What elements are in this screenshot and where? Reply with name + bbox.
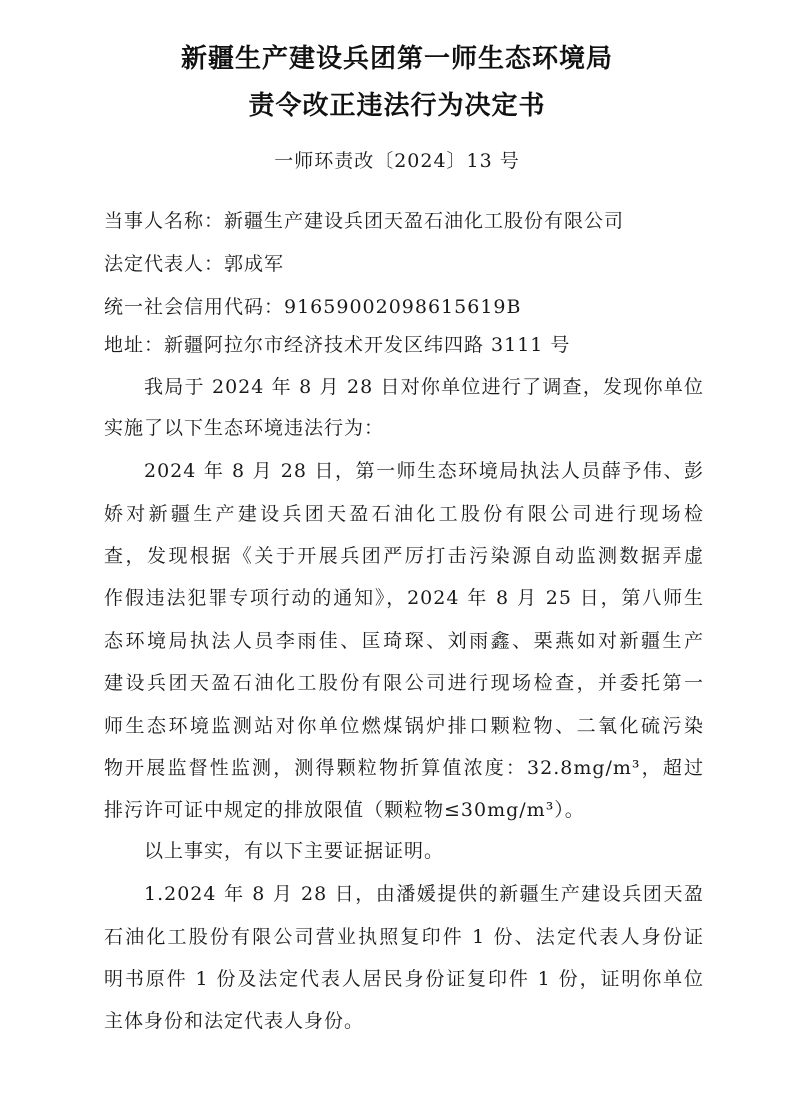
legal-representative: 法定代表人：郭成军 <box>104 253 285 275</box>
paragraph-line: 查，发现根据《关于开展兵团严厉打击污染源自动监测数据弄虚 <box>104 545 704 567</box>
document-number: 一师环责改〔2024〕13 号 <box>274 150 520 172</box>
paragraph-line: 2024 年 8 月 28 日，第一师生态环境局执法人员薛予伟、彭 <box>144 460 704 482</box>
paragraph-line: 以上事实，有以下主要证据证明。 <box>144 840 445 862</box>
paragraph-line: 物开展监督性监测，测得颗粒物折算值浓度：32.8mg/m³，超过 <box>104 757 704 779</box>
paragraph-line: 明书原件 1 份及法定代表人居民身份证复印件 1 份，证明你单位 <box>104 968 704 990</box>
paragraph-line: 作假违法犯罪专项行动的通知》，2024 年 8 月 25 日，第八师生 <box>104 587 704 609</box>
document-title-line1: 新疆生产建设兵团第一师生态环境局 <box>180 44 613 74</box>
paragraph-line: 我局于 2024 年 8 月 28 日对你单位进行了调查，发现你单位 <box>144 376 704 398</box>
paragraph-line: 主体身份和法定代表人身份。 <box>104 1010 365 1032</box>
credit-code: 统一社会信用代码：91659002098615619B <box>104 296 522 318</box>
party-name: 当事人名称：新疆生产建设兵团天盈石油化工股份有限公司 <box>104 210 625 232</box>
paragraph-line: 态环境局执法人员李雨佳、匡琦琛、刘雨鑫、栗燕如对新疆生产 <box>104 630 704 652</box>
paragraph-line: 1.2024 年 8 月 28 日，由潘媛提供的新疆生产建设兵团天盈 <box>144 883 704 905</box>
paragraph-line: 娇对新疆生产建设兵团天盈石油化工股份有限公司进行现场检 <box>104 503 704 525</box>
paragraph-line: 排污许可证中规定的排放限值（颗粒物≤30mg/m³）。 <box>104 799 585 821</box>
paragraph-line: 实施了以下生态环境违法行为： <box>104 417 385 439</box>
address: 地址：新疆阿拉尔市经济技术开发区纬四路 3111 号 <box>104 334 571 356</box>
paragraph-line: 建设兵团天盈石油化工股份有限公司进行现场检查，并委托第一 <box>104 672 704 694</box>
paragraph-line: 师生态环境监测站对你单位燃煤锅炉排口颗粒物、二氧化硫污染 <box>104 715 704 737</box>
document-title-line2: 责令改正违法行为决定书 <box>248 91 546 121</box>
paragraph-line: 石油化工股份有限公司营业执照复印件 1 份、法定代表人身份证 <box>104 926 704 948</box>
